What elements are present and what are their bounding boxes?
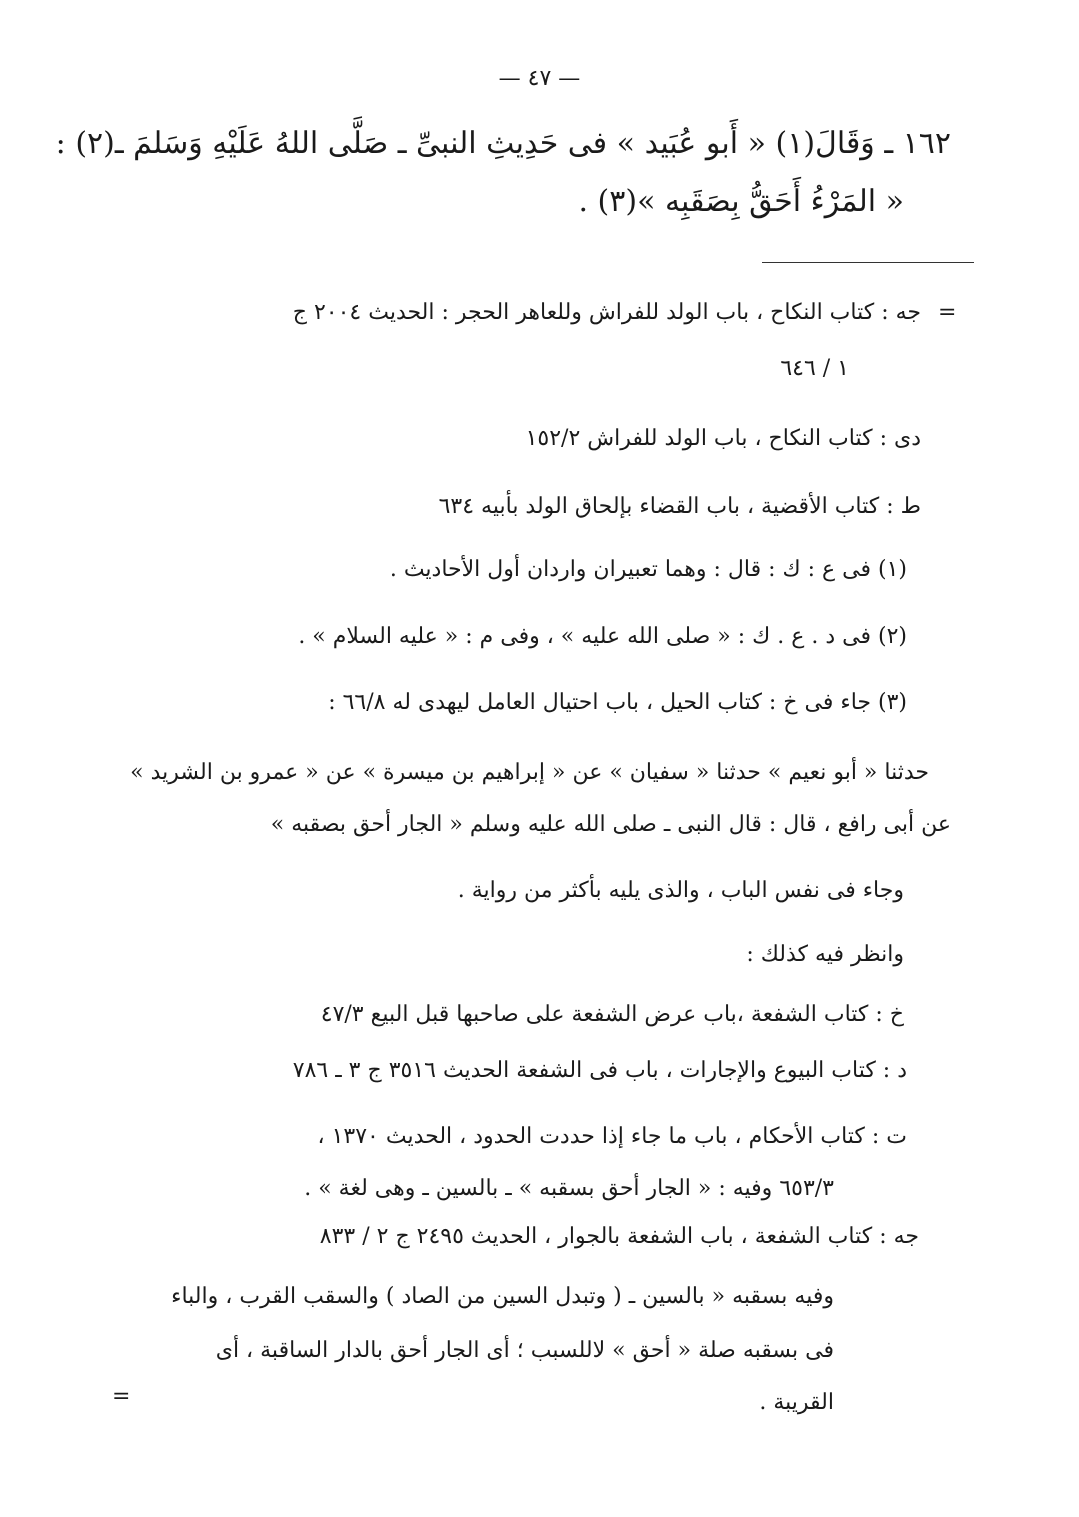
note-line: خ : كتاب الشفعة ،باب عرض الشفعة على صاحبها قبل البيع ٤٧/٣	[320, 1002, 904, 1027]
footnote-separator	[762, 262, 974, 263]
page-number: — ٤٧ —	[498, 66, 581, 91]
note-line: دى : كتاب النكاح ، باب الولد للفراش ١٥٢/٢	[525, 426, 921, 451]
note-line: وجاء فى نفس الباب ، والذى يليه بأكثر من رواية .	[457, 878, 904, 903]
footnote-3: (٣) جاء فى خ : كتاب الحيل ، باب احتيال العامل ليهدى له ٦٦/٨ :	[328, 690, 907, 715]
footnote-2: (٢) فى د . ع . ك : « صلى الله عليه » ، وفى م : « عليه السلام » .	[298, 624, 907, 649]
continuation-mark: =	[938, 300, 957, 325]
note-line: د : كتاب البيوع والإجارات ، باب فى الشفعة الحديث ٣٥١٦ ج ٣ ـ ٧٨٦	[292, 1058, 907, 1083]
note-line: فى بسقبه صلة « أحق » لاللسبب ؛ أى الجار أحق بالدار الساقبة ، أى	[215, 1338, 834, 1363]
hadith-heading-line: ١٦٢ ـ وَقَالَ(١) « أَبو عُبَيد » فى حَدِيثِ النبىِّ ـ صَلَّى اللهُ عَلَيْهِ وَسَلمَ ـ(٢) :	[55, 126, 951, 161]
continuation-mark-end: =	[112, 1384, 131, 1409]
note-line: عن أبى رافع ، قال : قال النبى ـ صلى الله عليه وسلم « الجار أحق بصقبه »	[270, 812, 951, 837]
note-line: جه : كتاب النكاح ، باب الولد للفراش وللعاهر الحجر : الحديث ٢٠٠٤ ج	[292, 300, 921, 325]
footnote-1: (١) فى ع : ك : قال : وهما تعبيران واردان أول الأحاديث .	[389, 557, 907, 582]
note-line: ط : كتاب الأقضية ، باب القضاء بإلحاق الولد بأبيه ٦٣٤	[438, 494, 921, 519]
hadith-text-line: « المَرْءُ أَحَقُّ بِصَقَبِه »(٣) .	[578, 184, 904, 219]
note-line: حدثنا « أبو نعيم » حدثنا « سفيان » عن « إبراهيم بن ميسرة » عن « عمرو بن الشريد »	[130, 760, 929, 785]
note-line: القريبة .	[759, 1390, 834, 1415]
note-line: ت : كتاب الأحكام ، باب ما جاء إذا حددت الحدود ، الحديث ١٣٧٠ ،	[317, 1124, 907, 1149]
note-line: وانظر فيه كذلك :	[746, 942, 904, 967]
note-line: ١ / ٦٤٦	[780, 356, 849, 381]
note-line: ٦٥٣/٣ وفيه : « الجار أحق بسقبه » ـ بالسين ـ وهى لغة » .	[304, 1176, 834, 1201]
note-line: وفيه بسقبه « بالسين ـ ( وتبدل السين من الصاد ) والسقب القرب ، والباء	[171, 1284, 834, 1309]
note-line: جه : كتاب الشفعة ، باب الشفعة بالجوار ، الحديث ٢٤٩٥ ج ٢ / ٨٣٣	[319, 1224, 919, 1249]
